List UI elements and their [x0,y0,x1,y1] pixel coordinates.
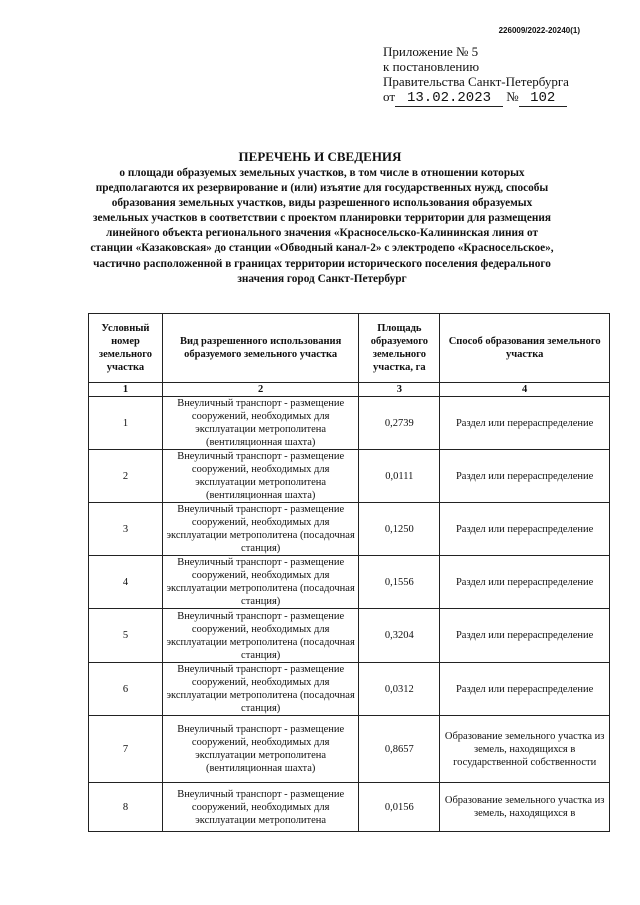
formation-method: Раздел или перераспределение [440,609,610,663]
appendix-block [383,44,569,107]
appendix-line: Приложение № 5 [383,44,479,59]
date-prefix: от [383,89,396,104]
permitted-use: Внеуличный транспорт - размещение сооружений, необходимых для эксплуатации метрополитена (посадочная станция) [162,556,358,609]
formation-method: Раздел или перераспределение [440,503,610,556]
formation-method: Образование земельного участка из земель, находящихся в государственной собственности [440,716,610,783]
permitted-use: Внеуличный транспорт - размещение сооружений, необходимых для эксплуатации метрополитена (посадочная станция) [162,663,358,716]
table-row [89,716,610,783]
plot-number: 2 [89,450,163,503]
formation-method: Раздел или перераспределение [440,450,610,503]
plot-number: 8 [89,783,163,832]
document-id: 226009/2022-20240(1) [498,26,580,35]
header-area: Площадь образуемого земельного участка, га [359,314,440,383]
plot-number: 5 [89,609,163,663]
formation-method: Раздел или перераспределение [440,663,610,716]
plot-area: 0,0111 [359,450,440,503]
plot-area: 0,0312 [359,663,440,716]
plot-area: 0,3204 [359,609,440,663]
permitted-use: Внеуличный транспорт - размещение сооружений, необходимых для эксплуатации метрополитена [162,783,358,832]
permitted-use: Внеуличный транспорт - размещение сооружений, необходимых для эксплуатации метрополитена (посадочная станция) [162,503,358,556]
appendix-line: Правительства Санкт-Петербурга [383,74,569,89]
plot-number: 3 [89,503,163,556]
table-header-row [89,314,610,383]
formation-method: Раздел или перераспределение [440,556,610,609]
plot-area: 0,0156 [359,783,440,832]
appendix-date-line [383,89,569,107]
land-plots-table [88,313,610,832]
plot-number: 4 [89,556,163,609]
plot-number: 6 [89,663,163,716]
appendix-line: к постановлению [383,59,480,74]
plot-number: 1 [89,397,163,450]
plot-number: 7 [89,716,163,783]
table-row [89,663,610,716]
table-row [89,609,610,663]
column-numbers-row [89,383,610,397]
plot-area: 0,8657 [359,716,440,783]
table-row [89,556,610,609]
plot-area: 0,1556 [359,556,440,609]
column-number: 4 [440,383,610,397]
plot-area: 0,1250 [359,503,440,556]
number-prefix: № [506,89,519,104]
decree-number: 102 [519,91,567,107]
table-row [89,397,610,450]
table-row [89,503,610,556]
formation-method: Образование земельного участка из земель, находящихся в [440,783,610,832]
formation-method: Раздел или перераспределение [440,397,610,450]
permitted-use: Внеуличный транспорт - размещение сооружений, необходимых для эксплуатации метрополитена (вентиляционная шахта) [162,716,358,783]
document-subtitle: о площади образуемых земельных участков, в том числе в отношении которых предполагаются их резервирование и (или) изъятие для государственных нужд, способы образования земельных участков, виды разрешенного использования образуемых земельных участков в соответствии с проектом планировки территории для размещения линейного объекта регионального значения «Красносельско-Калининская линия от станции «Казаковская» до станции «Обводный канал-2» с электродепо «Красносельское», частично расположенной в границах территории исторического поселения федерального значения город Санкт-Петербург [90,167,554,285]
header-permitted-use: Вид разрешенного использования образуемого земельного участка [162,314,358,383]
table-body [89,397,610,832]
plot-area: 0,2739 [359,397,440,450]
column-number: 1 [89,383,163,397]
table-row [89,450,610,503]
document-title: ПЕРЕЧЕНЬ И СВЕДЕНИЯ [238,149,402,164]
header-formation-method: Способ образования земельного участка [440,314,610,383]
permitted-use: Внеуличный транспорт - размещение сооружений, необходимых для эксплуатации метрополитена (вентиляционная шахта) [162,450,358,503]
header-plot-number: Условный номер земельного участка [89,314,163,383]
decree-date: 13.02.2023 [395,91,503,107]
column-number: 2 [162,383,358,397]
permitted-use: Внеуличный транспорт - размещение сооружений, необходимых для эксплуатации метрополитена (посадочная станция) [162,609,358,663]
permitted-use: Внеуличный транспорт - размещение сооружений, необходимых для эксплуатации метрополитена (вентиляционная шахта) [162,397,358,450]
column-number: 3 [359,383,440,397]
table-row [89,783,610,832]
